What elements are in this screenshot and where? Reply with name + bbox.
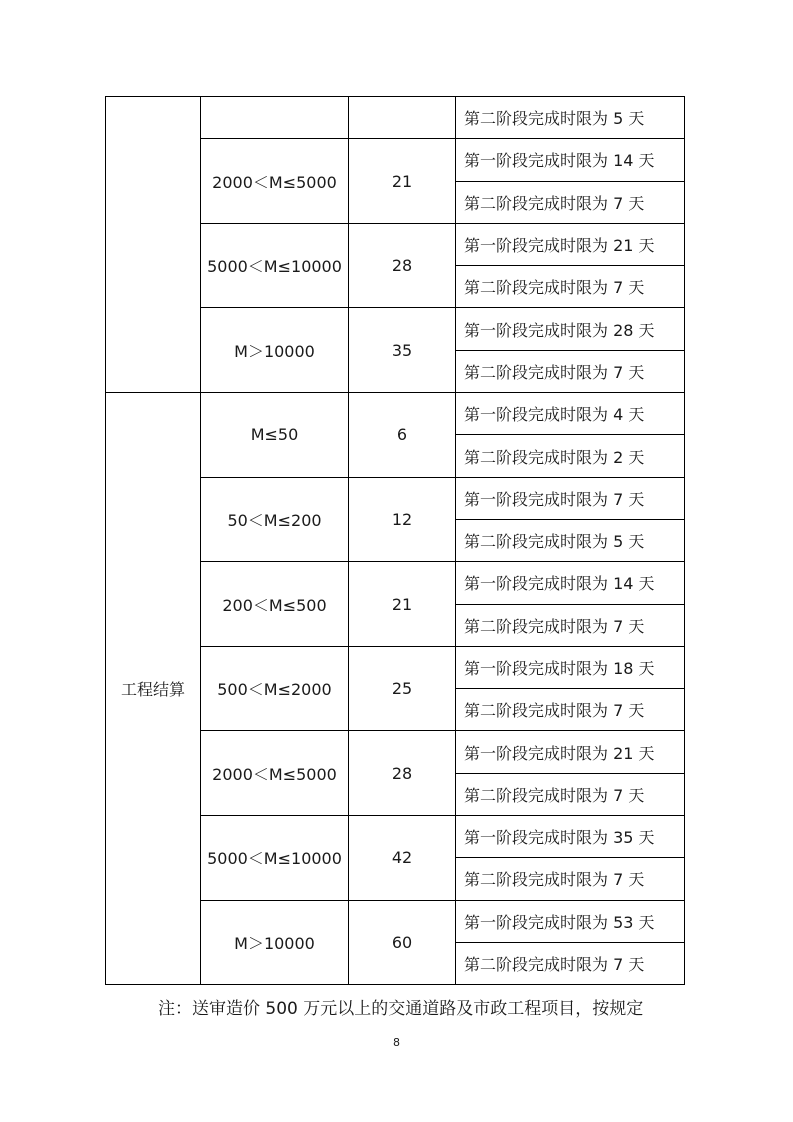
range-cell: 2000＜M≤5000 [201,139,349,224]
stage-cell: 第一阶段完成时限为 28 天 [456,308,685,350]
stage-cell: 第二阶段完成时限为 7 天 [456,266,685,308]
days-cell: 28 [349,223,456,308]
range-cell: 5000＜M≤10000 [201,816,349,901]
stage-cell: 第二阶段完成时限为 7 天 [456,604,685,646]
days-cell: 42 [349,816,456,901]
range-cell: M＞10000 [201,900,349,985]
range-cell [201,97,349,139]
stage-cell: 第二阶段完成时限为 5 天 [456,519,685,561]
page-number: 8 [393,1036,400,1049]
days-cell: 28 [349,731,456,816]
stage-cell: 第二阶段完成时限为 7 天 [456,773,685,815]
category-cell [106,97,201,393]
stage-cell: 第一阶段完成时限为 18 天 [456,646,685,688]
stage-cell: 第二阶段完成时限为 5 天 [456,97,685,139]
days-cell: 25 [349,646,456,731]
range-cell: M＞10000 [201,308,349,393]
days-cell: 21 [349,562,456,647]
review-time-limit-table [105,96,685,985]
stage-cell: 第一阶段完成时限为 53 天 [456,900,685,942]
days-cell [349,97,456,139]
stage-cell: 第一阶段完成时限为 7 天 [456,477,685,519]
days-cell: 21 [349,139,456,224]
range-cell: 2000＜M≤5000 [201,731,349,816]
stage-cell: 第一阶段完成时限为 4 天 [456,393,685,435]
days-cell: 6 [349,393,456,478]
stage-cell: 第一阶段完成时限为 35 天 [456,816,685,858]
range-cell: 5000＜M≤10000 [201,223,349,308]
category-cell: 工程结算 [106,393,201,985]
table-row [106,97,685,139]
stage-cell: 第一阶段完成时限为 14 天 [456,139,685,181]
stage-cell: 第一阶段完成时限为 14 天 [456,562,685,604]
days-cell: 35 [349,308,456,393]
stage-cell: 第二阶段完成时限为 2 天 [456,435,685,477]
stage-cell: 第二阶段完成时限为 7 天 [456,350,685,392]
stage-cell: 第二阶段完成时限为 7 天 [456,689,685,731]
stage-cell: 第二阶段完成时限为 7 天 [456,858,685,900]
stage-cell: 第一阶段完成时限为 21 天 [456,731,685,773]
range-cell: M≤50 [201,393,349,478]
stage-cell: 第二阶段完成时限为 7 天 [456,942,685,984]
footnote: 注：送审造价 500 万元以上的交通道路及市政工程项目，按规定 [158,999,644,1019]
range-cell: 50＜M≤200 [201,477,349,562]
days-cell: 12 [349,477,456,562]
days-cell: 60 [349,900,456,985]
range-cell: 500＜M≤2000 [201,646,349,731]
stage-cell: 第一阶段完成时限为 21 天 [456,223,685,265]
stage-cell: 第二阶段完成时限为 7 天 [456,181,685,223]
table-row [106,393,685,435]
range-cell: 200＜M≤500 [201,562,349,647]
